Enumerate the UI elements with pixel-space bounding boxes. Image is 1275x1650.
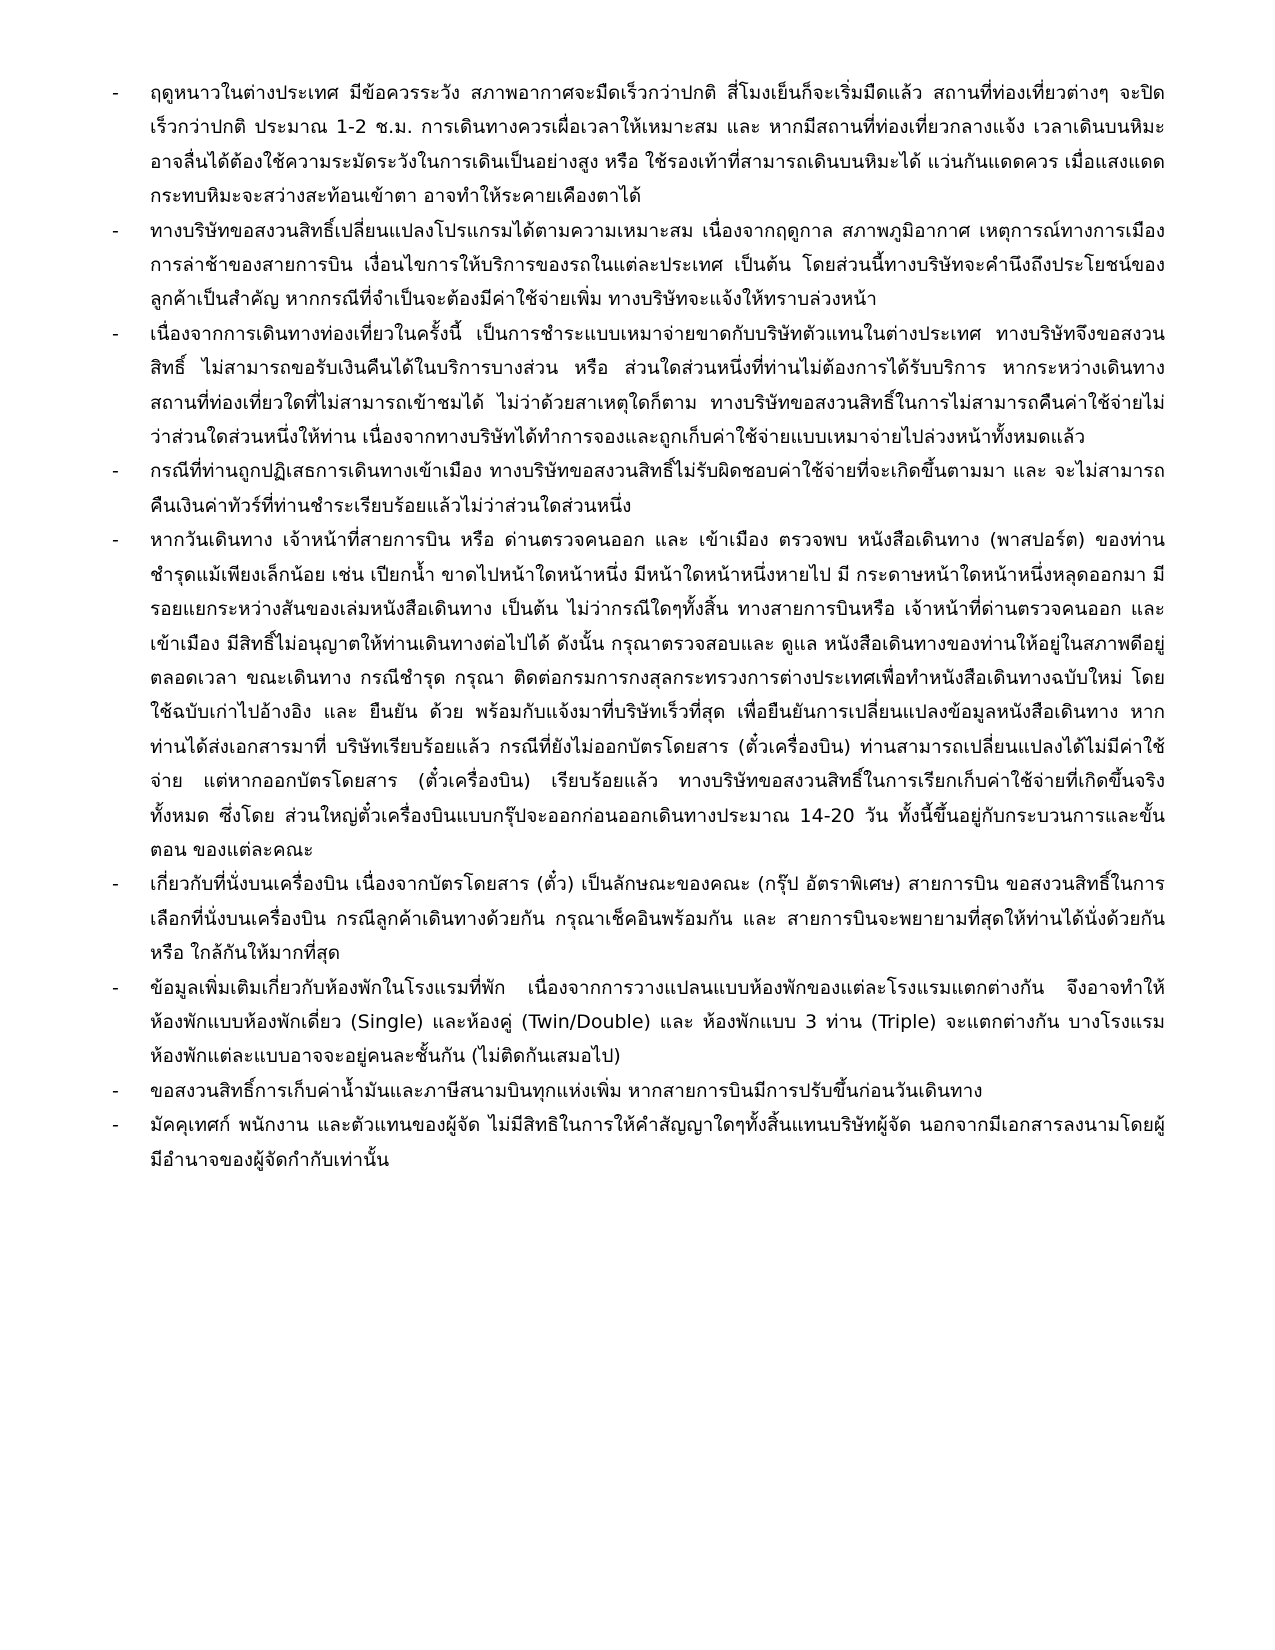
bullet-dash: - (112, 529, 119, 552)
term-text: ขอสงวนสิทธิ์การเก็บค่าน้ำมันและภาษีสนามบินทุกแห่งเพิ่ม หากสายการบินมีการปรับขึ้นก่อนวันเดินทาง (150, 1079, 983, 1102)
list-item (110, 1074, 1165, 1108)
bullet-dash: - (112, 82, 119, 104)
list-item (110, 76, 1165, 214)
bullet-dash: - (112, 322, 119, 345)
list-item (110, 454, 1165, 523)
bullet-dash: - (112, 460, 119, 483)
list-item (110, 523, 1165, 867)
list-item (110, 214, 1165, 317)
terms-conditions-list (110, 76, 1165, 1177)
term-text: หากวันเดินทาง เจ้าหน้าที่สายการบิน หรือ ด่านตรวจคนออก และ เข้าเมือง ตรวจพบ หนังสือเดินทาง (พาสปอร์ต) ของท่านชำรุดแม้เพียงเล็กน้อย เช่น เปียกน้ำ ขาดไปหน้าใดหน้าหนึ่ง มีหน้าใดหน้าหนึ่งหายไป มี กระดาษหน้าใดหน้าหนึ่งหลุดออกมา มีรอยแยกระหว่างสันของเล่มหนังสือเดินทาง เป็นต้น ไม่ว่ากรณีใดๆทั้งสิ้น ทางสายการบินหรือ เจ้าหน้าที่ด่านตรวจคนออก และ เข้าเมือง มีสิทธิ์ไม่อนุญาตให้ท่านเดินทางต่อไปได้ ดังนั้น กรุณาตรวจสอบและ ดูแล หนังสือเดินทางของท่านให้อยู่ในสภาพดีอยู่ตลอดเวลา ขณะเดินทาง กรณีชำรุด กรุณา ติดต่อกรมการกงสุลกระทรวงการต่างประเทศเพื่อทำหนังสือเดินทางฉบับใหม่ โดยใช้ฉบับเก่าไปอ้างอิง และ ยืนยัน ด้วย พร้อมกับแจ้งมาที่บริษัทเร็วที่สุด เพื่อยืนยันการเปลี่ยนแปลงข้อมูลหนังสือเดินทาง หากท่านได้ส่งเอกสารมาที่ บริษัทเรียบร้อยแล้ว กรณีที่ยังไม่ออกบัตรโดยสาร (ตั๋วเครื่องบิน) ท่านสามารถเปลี่ยนแปลงได้ไม่มีค่าใช้จ่าย แต่หากออกบัตรโดยสาร (ตั๋วเครื่องบิน) เรียบร้อยแล้ว ทางบริษัทขอสงวนสิทธิ์ในการเรียกเก็บค่าใช้จ่ายที่เกิดขึ้นจริงทั้งหมด ซึ่งโดย ส่วนใหญ่ตั๋วเครื่องบินแบบกรุ๊ปจะออกก่อนออกเดินทางประมาณ 14-20 วัน ทั้งนี้ขึ้นอยู่กับกระบวนการและขั้นตอน ของแต่ละคณะ (150, 529, 1165, 861)
bullet-dash: - (112, 219, 119, 242)
bullet-dash: - (112, 1114, 119, 1137)
term-text: ข้อมูลเพิ่มเติมเกี่ยวกับห้องพักในโรงแรมที่พัก เนื่องจากการวางแปลนแบบห้องพักของแต่ละโรงแรมแตกต่างกัน จึงอาจทำให้ห้องพักแบบห้องพักเดี่ยว (Single) และห้องคู่ (Twin/Double) และ ห้องพักแบบ 3 ท่าน (Triple) จะแตกต่างกัน บางโรงแรม ห้องพักแต่ละแบบอาจจะอยู่คนละชั้นกัน (ไม่ติดกันเสมอไป) (150, 976, 1165, 1068)
term-text: เกี่ยวกับที่นั่งบนเครื่องบิน เนื่องจากบัตรโดยสาร (ตั๋ว) เป็นลักษณะของคณะ (กรุ๊ป อัตราพิเศษ) สายการบิน ขอสงวนสิทธิ์ในการเลือกที่นั่งบนเครื่องบิน กรณีลูกค้าเดินทางด้วยกัน กรุณาเช็คอินพร้อมกัน และ สายการบินจะพยายามที่สุดให้ท่านได้นั่งด้วยกัน หรือ ใกล้กันให้มากที่สุด (150, 873, 1165, 965)
bullet-dash: - (112, 1079, 119, 1102)
term-text: เนื่องจากการเดินทางท่องเที่ยวในครั้งนี้ เป็นการชำระแบบเหมาจ่ายขาดกับบริษัทตัวแทนในต่างประเทศ ทางบริษัทจึงขอสงวนสิทธิ์ ไม่สามารถขอรับเงินคืนได้ในบริการบางส่วน หรือ ส่วนใดส่วนหนึ่งที่ท่านไม่ต้องการได้รับบริการ หากระหว่างเดินทาง สถานที่ท่องเที่ยวใดที่ไม่สามารถเข้าชมได้ ไม่ว่าด้วยสาเหตุใดก็ตาม ทางบริษัทขอสงวนสิทธิ์ในการไม่สามารถคืนค่าใช้จ่ายไม่ว่าส่วนใดส่วนหนึ่งให้ท่าน เนื่องจากทางบริษัทได้ทำการจองและถูกเก็บค่าใช้จ่ายแบบเหมาจ่ายไปล่วงหน้าทั้งหมดแล้ว (150, 322, 1165, 449)
list-item (110, 317, 1165, 455)
list-item (110, 971, 1165, 1074)
term-text: มัคคุเทศก์ พนักงาน และตัวแทนของผู้จัด ไม่มีสิทธิในการให้คำสัญญาใดๆทั้งสิ้นแทนบริษัทผู้จัด นอกจากมีเอกสารลงนามโดยผู้มีอำนาจของผู้จัดกำกับเท่านั้น (150, 1114, 1165, 1171)
term-text: กรณีที่ท่านถูกปฏิเสธการเดินทางเข้าเมือง ทางบริษัทขอสงวนสิทธิ์ไม่รับผิดชอบค่าใช้จ่ายที่จะเกิดขึ้นตามมา และ จะไม่สามารถคืนเงินค่าทัวร์ที่ท่านชำระเรียบร้อยแล้วไม่ว่าส่วนใดส่วนหนึ่ง (150, 460, 1165, 517)
list-item (110, 1108, 1165, 1177)
term-text: ทางบริษัทขอสงวนสิทธิ์เปลี่ยนแปลงโปรแกรมได้ตามความเหมาะสม เนื่องจากฤดูกาล สภาพภูมิอากาศ เหตุการณ์ทางการเมือง การล่าช้าของสายการบิน เงื่อนไขการให้บริการของรถในแต่ละประเทศ เป็นต้น โดยส่วนนี้ทางบริษัทจะคำนึงถึงประโยชน์ของลูกค้าเป็นสำคัญ หากกรณีที่จำเป็นจะต้องมีค่าใช้จ่ายเพิ่ม ทางบริษัทจะแจ้งให้ทราบล่วงหน้า (150, 219, 1165, 311)
term-text: ฤดูหนาวในต่างประเทศ มีข้อควรระวัง สภาพอากาศจะมืดเร็วกว่าปกติ สี่โมงเย็นก็จะเริ่มมืดแล้ว สถานที่ท่องเที่ยวต่างๆ จะปิดเร็วกว่าปกติ ประมาณ 1-2 ช.ม. การเดินทางควรเผื่อเวลาให้เหมาะสม และ หากมีสถานที่ท่องเที่ยวกลางแจ้ง เวลาเดินบนหิมะ อาจลื่นได้ต้องใช้ความระมัดระวังในการเดินเป็นอย่างสูง หรือ ใช้รองเท้าที่สามารถเดินบนหิมะได้ แว่นกันแดดควร เมื่อแสงแดดกระทบหิมะจะสว่างสะท้อนเข้าตา อาจทำให้ระคายเคืองตาได้ (150, 82, 1165, 208)
list-item (110, 867, 1165, 970)
bullet-dash: - (112, 873, 119, 896)
bullet-dash: - (112, 976, 119, 999)
